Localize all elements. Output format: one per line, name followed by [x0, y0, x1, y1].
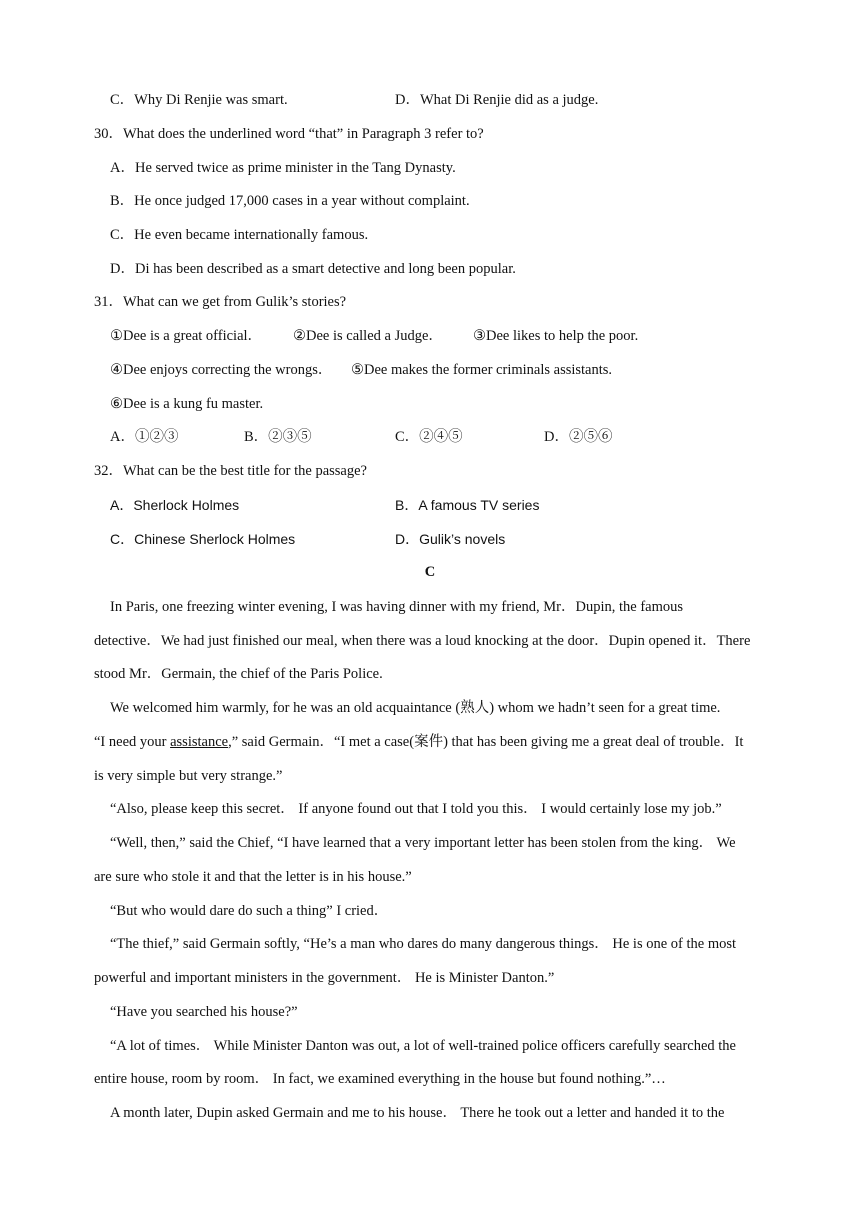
q31-statement-5: ⑤Dee makes the former criminals assistants.	[351, 362, 613, 378]
passage-c-line: A month later, Dupin asked Germain and me to his house． There he took out a letter and handed it to the	[110, 1105, 725, 1121]
passage-c-line: stood Mr．Germain, the chief of the Paris Police.	[94, 666, 383, 682]
q29-options-row	[110, 89, 790, 111]
q30-option-a: A．He served twice as prime minister in the Tang Dynasty.	[110, 160, 456, 176]
q30-option-c: C．He even became internationally famous.	[110, 227, 369, 243]
passage-c-line: entire house, room by room． In fact, we examined everything in the house but found nothing.”…	[94, 1071, 666, 1087]
passage-c-line: We welcomed him warmly, for he was an old acquaintance (熟人) whom we hadn’t seen for a great time.	[110, 700, 721, 716]
q32-option-d: D．Gulik’s novels	[395, 531, 506, 547]
passage-c-line: “Well, then,” said the Chief, “I have learned that a very important letter has been stolen from the king． We	[110, 835, 736, 851]
q31-statement-4: ④Dee enjoys correcting the wrongs．	[110, 362, 333, 378]
q31-statements-row-2	[110, 359, 790, 381]
q31-statement-6: ⑥Dee is a kung fu master.	[110, 396, 264, 412]
passage-c-line: “But who would dare do such a thing” I cried．	[110, 903, 389, 919]
passage-c-line: “Also, please keep this secret． If anyone found out that I told you this． I would certainly lose my job.”	[110, 801, 722, 817]
q32-option-c: C．Chinese Sherlock Holmes	[110, 531, 296, 547]
passage-c-line: In Paris, one freezing winter evening, I was having dinner with my friend, Mr．Dupin, the famous	[110, 599, 684, 615]
passage-c-line: detective．We had just finished our meal, when there was a loud knocking at the door．Dupin opened it．There	[94, 633, 751, 649]
q31-option-c: C．②④⑤	[395, 429, 463, 445]
text-segment: “I need your	[94, 734, 171, 750]
q30-option-b: B．He once judged 17,000 cases in a year without complaint.	[110, 193, 470, 209]
passage-c-line: “The thief,” said Germain softly, “He’s a man who dares do many dangerous things． He is one of the most	[110, 936, 737, 952]
q31-statement-3: ③Dee likes to help the poor.	[473, 328, 639, 344]
q29-option-c: C．Why Di Renjie was smart.	[110, 92, 288, 108]
section-c-heading: C	[424, 564, 436, 580]
q31-statements-row-1	[110, 325, 790, 347]
text-segment: ,” said Germain．“I met a case(案件) that has been giving me a great deal of trouble．It	[228, 734, 744, 750]
passage-c-line: “A lot of times． While Minister Danton was out, a lot of well-trained police officers carefully searched the	[110, 1038, 736, 1054]
q30-option-d: D．Di has been described as a smart detective and long been popular.	[110, 261, 516, 277]
underlined-word-assistance: assistance	[170, 734, 229, 750]
q32-option-b: B．A famous TV series	[395, 497, 540, 513]
passage-c-line-with-underline	[94, 731, 774, 753]
q32-option-a: A．Sherlock Holmes	[110, 497, 240, 513]
passage-c-line: powerful and important ministers in the government． He is Minister Danton.”	[94, 970, 555, 986]
q32-options-row-1	[110, 494, 790, 516]
q31-option-d: D．②⑤⑥	[544, 429, 613, 445]
q31-statement-1: ①Dee is a great official．	[110, 328, 263, 344]
passage-c-line: are sure who stole it and that the letter is in his house.”	[94, 869, 412, 885]
q31-statement-2: ②Dee is called a Judge．	[293, 328, 443, 344]
q30-stem: 30．What does the underlined word “that” in Paragraph 3 refer to?	[94, 126, 484, 142]
passage-c-line: is very simple but very strange.”	[94, 768, 283, 784]
q32-stem: 32．What can be the best title for the passage?	[94, 463, 367, 479]
q31-options-row	[110, 426, 790, 448]
passage-c-line: “Have you searched his house?”	[110, 1004, 298, 1020]
q31-stem: 31．What can we get from Gulik’s stories?	[94, 294, 347, 310]
q32-options-row-2	[110, 528, 790, 550]
q31-option-a: A．①②③	[110, 429, 179, 445]
q29-option-d: D．What Di Renjie did as a judge.	[395, 92, 599, 108]
q31-option-b: B．②③⑤	[244, 429, 312, 445]
